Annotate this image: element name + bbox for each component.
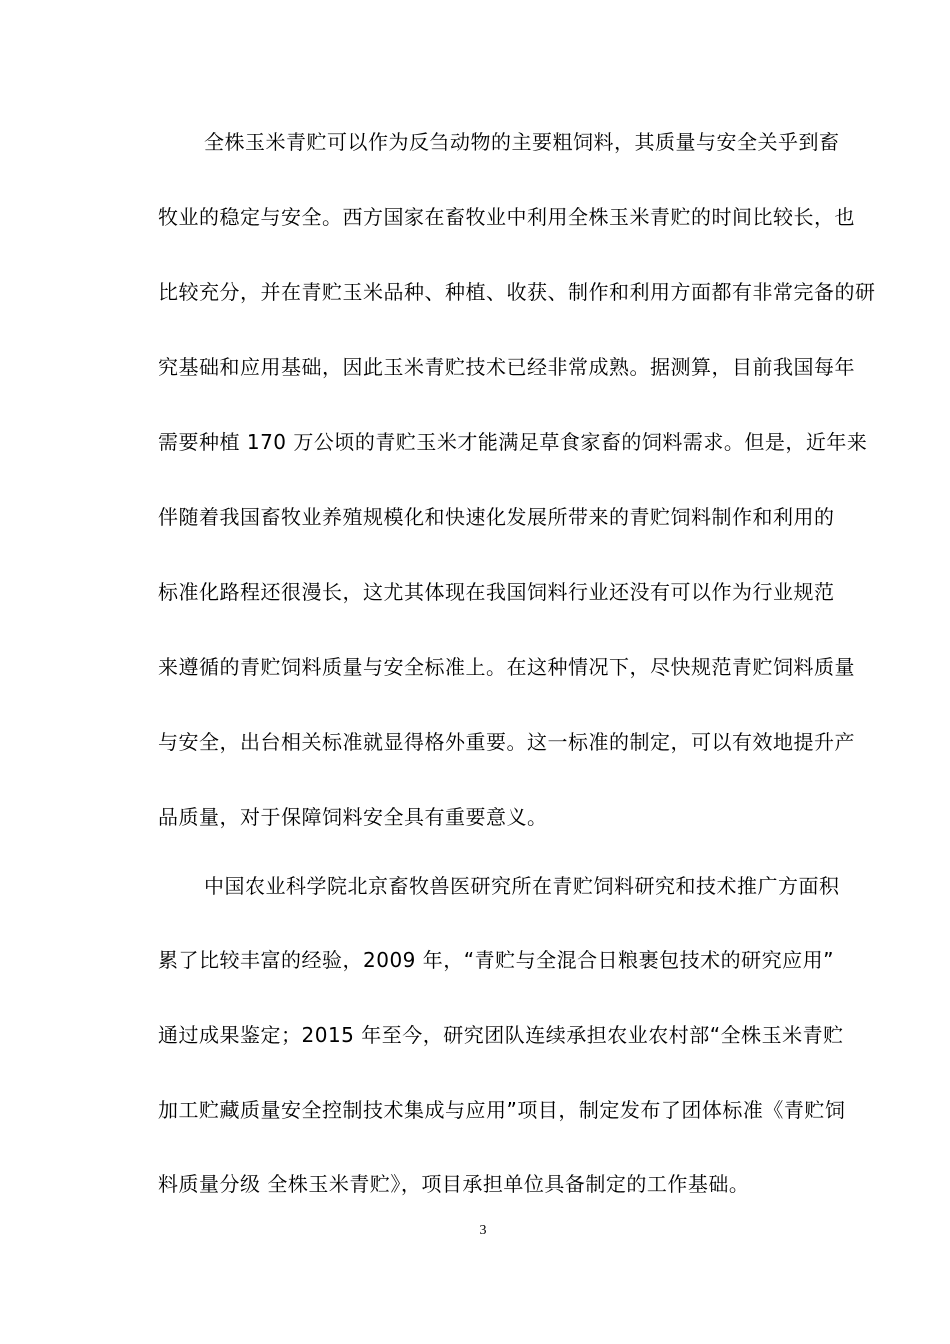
text-line: 标准化路程还很漫长，这尤其体现在我国饲料行业还没有可以作为行业规范 — [158, 580, 835, 604]
text-line: 通过成果鉴定；2015 年至今，研究团队连续承担农业农村部“全株玉米青贮 — [158, 1023, 844, 1047]
text-line: 来遵循的青贮饲料质量与安全标准上。在这种情况下，尽快规范青贮饲料质量 — [158, 655, 855, 679]
text-line: 与安全，出台相关标准就显得格外重要。这一标准的制定，可以有效地提升产 — [158, 730, 855, 754]
text-line: 伴随着我国畜牧业养殖规模化和快速化发展所带来的青贮饲料制作和利用的 — [158, 505, 835, 529]
text-line: 全株玉米青贮可以作为反刍动物的主要粗饲料，其质量与安全关乎到畜 — [204, 130, 840, 154]
text-line: 牧业的稳定与安全。西方国家在畜牧业中利用全株玉米青贮的时间比较长，也 — [158, 205, 855, 229]
text-line: 比较充分，并在青贮玉米品种、种植、收获、制作和利用方面都有非常完备的研 — [158, 280, 876, 304]
text-line-last: 品质量，对于保障饲料安全具有重要意义。 — [158, 805, 548, 829]
text-line: 需要种植 170 万公顷的青贮玉米才能满足草食家畜的饲料需求。但是，近年来 — [158, 430, 868, 454]
text-line: 究基础和应用基础，因此玉米青贮技术已经非常成熟。据测算，目前我国每年 — [158, 355, 855, 379]
text-line: 累了比较丰富的经验，2009 年，“青贮与全混合日粮裹包技术的研究应用” — [158, 948, 834, 972]
text-line: 加工贮藏质量安全控制技术集成与应用”项目，制定发布了团体标准《青贮饲 — [158, 1098, 846, 1122]
text-line: 中国农业科学院北京畜牧兽医研究所在青贮饲料研究和技术推广方面积 — [204, 874, 840, 898]
page-number: 3 — [479, 1223, 487, 1238]
text-line-last: 料质量分级 全株玉米青贮》，项目承担单位具备制定的工作基础。 — [158, 1172, 750, 1196]
